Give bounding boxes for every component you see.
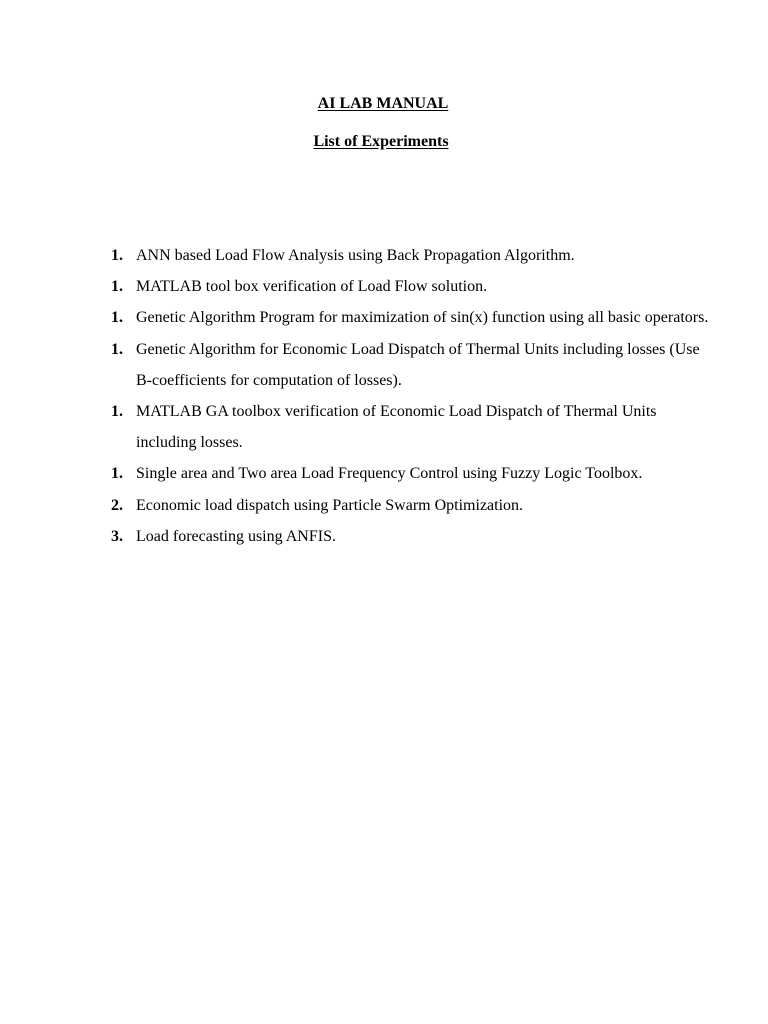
- list-item-number: 1.: [111, 247, 123, 264]
- list-item: [111, 240, 711, 271]
- list-item: [111, 490, 711, 521]
- list-item-text: MATLAB tool box verification of Load Flow solution.: [136, 278, 488, 296]
- list-item-number: 1.: [111, 465, 123, 483]
- list-item-number: 1.: [111, 278, 123, 296]
- list-item-text: MATLAB GA toolbox verification of Economic Load Dispatch of Thermal Units including losses.: [136, 403, 657, 452]
- list-item: [111, 396, 711, 458]
- list-item: [111, 521, 711, 552]
- list-item-text: Genetic Algorithm Program for maximization of sin(x) function using all basic operators.: [136, 309, 709, 327]
- list-item-text: Genetic Algorithm for Economic Load Dispatch of Thermal Units including losses (Use B-coefficients for computation of losses).: [136, 340, 700, 389]
- document-title: AI LAB MANUAL: [317, 95, 449, 112]
- list-item-number: 3.: [111, 527, 123, 545]
- list-item: [111, 302, 711, 333]
- list-item: [111, 458, 711, 489]
- list-item-number: 2.: [111, 496, 123, 514]
- list-item-text: Single area and Two area Load Frequency Control using Fuzzy Logic Toolbox.: [136, 465, 643, 483]
- list-item: [111, 334, 711, 396]
- list-item-number: 1.: [111, 403, 123, 421]
- list-item-text: Load forecasting using ANFIS.: [136, 527, 336, 545]
- document-subtitle: List of Experiments: [313, 133, 449, 150]
- list-item-number: 1.: [111, 340, 123, 358]
- list-item-text: ANN based Load Flow Analysis using Back Propagation Algorithm.: [136, 247, 575, 264]
- list-item-number: 1.: [111, 309, 123, 327]
- list-item-text: Economic load dispatch using Particle Swarm Optimization.: [136, 496, 524, 514]
- list-item: [111, 271, 711, 302]
- experiment-list: [111, 240, 711, 552]
